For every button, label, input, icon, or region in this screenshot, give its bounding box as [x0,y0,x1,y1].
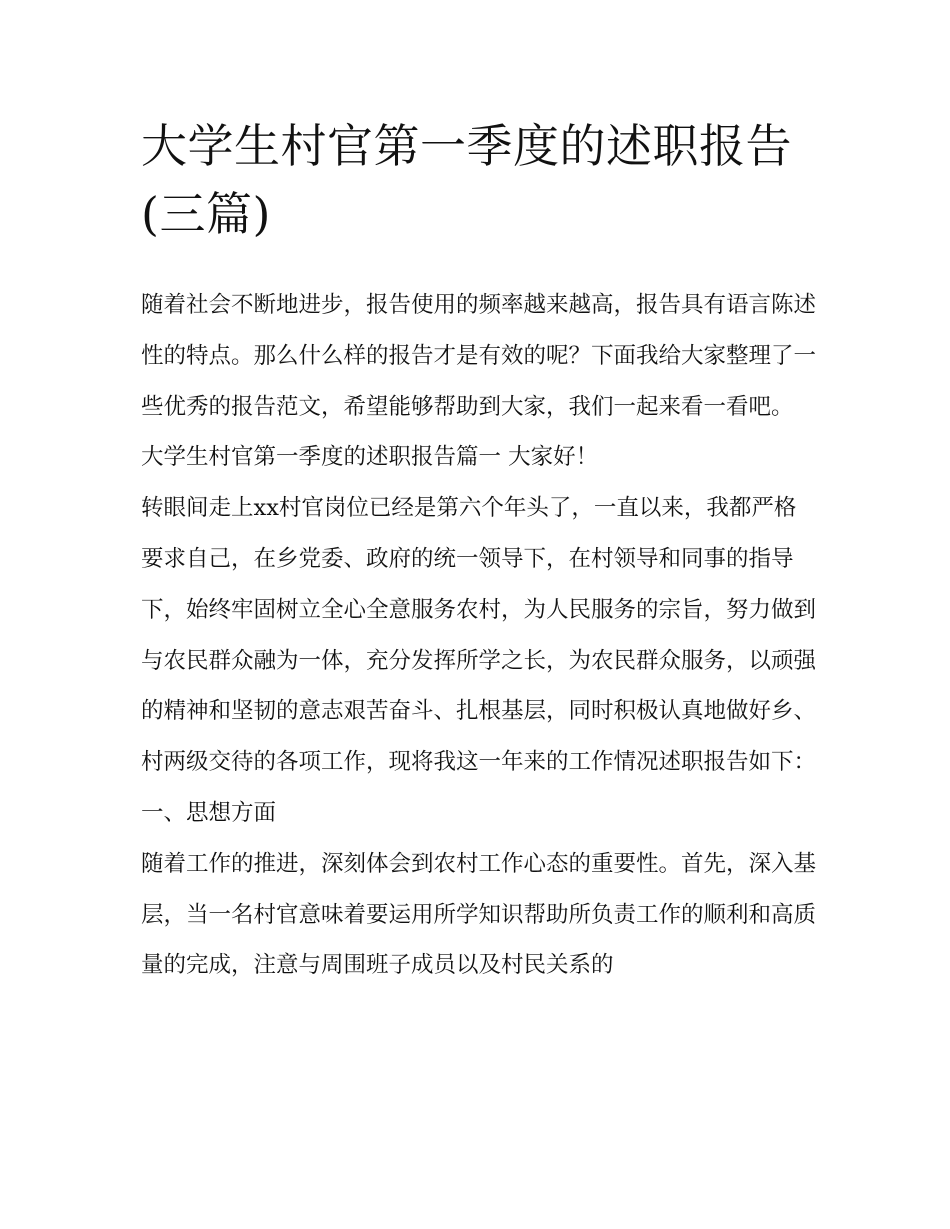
body-paragraph: 转眼间走上xx村官岗位已经是第六个年头了，一直以来，我都严格要求自己，在乡党委、政府的统一领导下，在村领导和同事的指导下，始终牢固树立全心全意服务农村，为人民服务的宗旨，努力做到与农民群众融为一体，充分发挥所学之长，为农民群众服务，以顽强的精神和坚韧的意志艰苦奋斗、扎根基层，同时积极认真地做好乡、村两级交待的各项工作，现将我这一年来的工作情况述职报告如下： [141,495,817,776]
section-heading-report-one: 大学生村官第一季度的述职报告篇一 大家好！ [141,444,599,471]
section-heading-thinking: 一、思想方面 [141,799,277,826]
body-paragraph: 随着工作的推进，深刻体会到农村工作心态的重要性。首先，深入基层，当一名村官意味着要运用所学知识帮助所负责工作的顺利和高质量的完成，注意与周围班子成员以及村民关系的 [141,850,817,979]
document-body [141,112,816,991]
document-title: 大学生村官第一季度的述职报告(三篇) [141,119,792,241]
intro-paragraph: 随着社会不断地进步，报告使用的频率越来越高，报告具有语言陈述性的特点。那么什么样的报告才是有效的呢？下面我给大家整理了一些优秀的报告范文，希望能够帮助到大家，我们一起来看一看吧。 [141,292,817,420]
